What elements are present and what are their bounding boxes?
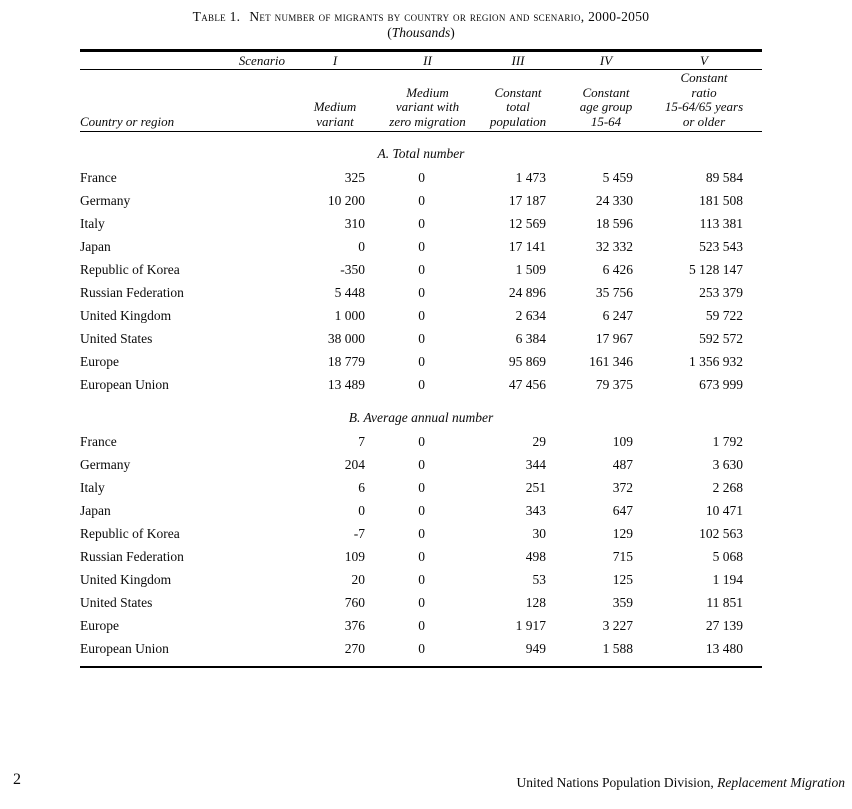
value-cell: 5 459 [602,170,633,185]
value-cell: 0 [418,503,425,518]
country-label: European Union [80,377,169,392]
column-description-line: Constant [680,70,728,85]
scenario-numeral: I [332,53,338,68]
section-heading: B. Average annual number [348,410,494,425]
value-cell: 95 869 [508,354,546,369]
value-cell: 1 509 [515,262,546,277]
subtitle-word: Thousands [391,25,451,40]
table-row [80,614,762,637]
country-label: United Kingdom [80,308,172,323]
country-label: France [80,170,117,185]
value-cell: 1 356 932 [689,354,743,369]
value-cell: 128 [525,595,546,610]
value-cell: 2 634 [515,308,546,323]
table-row [80,166,762,189]
column-description-line: zero migration [389,113,466,129]
value-cell: 161 346 [589,354,633,369]
table-row [80,350,762,373]
country-label: Republic of Korea [80,262,180,277]
table-row [80,304,762,327]
country-label: Japan [80,239,111,254]
value-cell: 270 [344,641,365,656]
value-cell: 2 268 [712,480,743,495]
table-row [80,545,762,568]
column-description-line: 15-64 [590,113,622,129]
value-cell: 27 139 [705,618,743,633]
value-cell: 498 [525,549,546,564]
value-cell: 38 000 [327,331,365,346]
country-label: Russian Federation [80,285,184,300]
scenario-numeral: V [700,53,708,68]
value-cell: 715 [612,549,633,564]
value-cell: 0 [358,239,365,254]
value-cell: 0 [418,285,425,300]
page-number: 2 [13,771,21,788]
value-cell: 18 596 [595,216,633,231]
table-row [80,476,762,499]
value-cell: 20 [351,572,365,587]
value-cell: -7 [353,526,365,541]
value-cell: 13 480 [705,641,743,656]
value-cell: 125 [612,572,633,587]
country-label: European Union [80,641,169,656]
value-cell: 53 [532,572,546,587]
value-cell: 344 [525,457,546,472]
column-header-row [80,70,762,131]
value-cell: 0 [418,618,425,633]
footer-report-title: Replacement Migration [717,775,845,790]
country-label: Germany [80,457,131,472]
corner-label: Country or region [80,113,175,129]
value-cell: 310 [344,216,365,231]
value-cell: 6 [358,480,365,495]
value-cell: 29 [532,434,546,449]
country-label: Russian Federation [80,549,184,564]
column-description [385,86,470,130]
table-number-label: Table 1. [192,9,241,24]
value-cell: 1 000 [334,308,365,323]
column-description-line: 15-64/65 years [664,99,744,114]
value-cell: 7 [358,434,365,449]
column-description-line: population [489,113,547,129]
scenario-numeral: II [423,53,432,68]
table-container [80,8,762,668]
value-cell: 343 [525,503,546,518]
value-cell: 0 [418,262,425,277]
value-cell: 5 128 147 [689,262,743,277]
value-cell: 1 194 [712,572,743,587]
table-row [80,430,762,453]
country-label: United Kingdom [80,572,172,587]
table-row [80,327,762,350]
value-cell: 0 [418,331,425,346]
table-row [80,568,762,591]
table-body [80,144,762,660]
value-cell: 109 [612,434,633,449]
table-row [80,499,762,522]
value-cell: 949 [525,641,546,656]
value-cell: 325 [344,170,365,185]
value-cell: 13 489 [327,377,365,392]
value-cell: 47 456 [508,377,546,392]
value-cell: 35 756 [595,285,633,300]
table-row [80,235,762,258]
value-cell: 109 [344,549,365,564]
column-description [646,71,762,129]
value-cell: 3 227 [602,618,633,633]
value-cell: 523 543 [699,239,743,254]
value-cell: 59 722 [705,308,743,323]
value-cell: 24 330 [595,193,633,208]
value-cell: 647 [612,503,633,518]
subtitle-paren-open: ( [387,25,392,40]
value-cell: 3 630 [712,457,743,472]
value-cell: 0 [418,572,425,587]
value-cell: -350 [340,262,365,277]
value-cell: 376 [344,618,365,633]
value-cell: 0 [418,239,425,254]
country-label: Italy [80,216,105,231]
value-cell: 0 [418,377,425,392]
value-cell: 0 [418,526,425,541]
value-cell: 487 [612,457,633,472]
value-cell: 592 572 [699,331,743,346]
footer-running-title [517,774,845,792]
value-cell: 204 [344,457,365,472]
column-description [285,100,385,129]
table-row [80,637,762,660]
table-row [80,258,762,281]
column-description-line: Medium [406,84,449,100]
value-cell: 30 [532,526,546,541]
table-row [80,189,762,212]
scenario-label: Scenario [238,53,285,68]
value-cell: 5 068 [712,549,743,564]
table-row [80,453,762,476]
value-cell: 760 [344,595,365,610]
subtitle-paren-close: ) [450,25,455,40]
value-cell: 6 384 [515,331,546,346]
value-cell: 0 [418,170,425,185]
value-cell: 1 792 [712,434,743,449]
country-label: Republic of Korea [80,526,180,541]
country-label: United States [80,331,153,346]
section-heading: A. Total number [377,146,465,161]
value-cell: 129 [612,526,633,541]
header-underline-rule [80,131,762,132]
value-cell: 32 332 [595,239,633,254]
value-cell: 6 247 [602,308,633,323]
value-cell: 372 [612,480,633,495]
country-label: Japan [80,503,111,518]
country-label: France [80,434,117,449]
column-description-line: Constant [494,84,542,100]
value-cell: 1 473 [515,170,546,185]
value-cell: 359 [612,595,633,610]
value-cell: 5 448 [334,285,365,300]
table-row [80,591,762,614]
country-label: Germany [80,193,131,208]
column-description-line: Medium [313,99,357,114]
column-description-line: total [506,99,530,114]
value-cell: 11 851 [706,595,743,610]
column-description-line: age group [579,99,633,114]
value-cell: 0 [418,480,425,495]
scenario-numeral: III [511,53,525,68]
value-cell: 0 [358,503,365,518]
value-cell: 24 896 [508,285,546,300]
table-row [80,281,762,304]
value-cell: 251 [525,480,546,495]
country-label: Europe [80,354,119,369]
value-cell: 10 471 [705,503,743,518]
table-title [80,8,762,25]
value-cell: 18 779 [327,354,365,369]
column-description-line: Constant [582,84,630,100]
value-cell: 79 375 [595,377,633,392]
table-row [80,373,762,396]
value-cell: 102 563 [699,526,743,541]
table-row [80,212,762,235]
value-cell: 181 508 [699,193,743,208]
value-cell: 0 [418,434,425,449]
column-description-line: or older [682,113,726,129]
value-cell: 0 [418,354,425,369]
value-cell: 89 584 [705,170,743,185]
value-cell: 0 [418,216,425,231]
value-cell: 0 [418,457,425,472]
value-cell: 12 569 [508,216,546,231]
value-cell: 253 379 [699,285,743,300]
value-cell: 1 917 [515,618,546,633]
column-description-line: variant with [395,99,460,114]
table-row [80,522,762,545]
column-description-line: variant [316,113,354,129]
value-cell: 17 187 [508,193,546,208]
value-cell: 1 588 [602,641,633,656]
country-label: Italy [80,480,105,495]
value-cell: 0 [418,193,425,208]
scenario-numeral: IV [599,53,613,68]
value-cell: 0 [418,308,425,323]
value-cell: 17 967 [595,331,633,346]
value-cell: 0 [418,641,425,656]
value-cell: 113 381 [699,216,743,231]
country-label: United States [80,595,153,610]
column-description [566,86,646,130]
table-title-text: Net number of migrants by country or region and scenario, 2000-2050 [249,9,650,24]
column-description [470,86,566,130]
value-cell: 0 [418,549,425,564]
value-cell: 0 [418,595,425,610]
value-cell: 17 141 [508,239,546,254]
table-subtitle [80,25,762,41]
country-label: Europe [80,618,119,633]
footer-org-text: United Nations Population Division, [516,775,718,790]
value-cell: 6 426 [602,262,633,277]
value-cell: 10 200 [327,193,365,208]
bottom-rule [80,666,762,668]
value-cell: 673 999 [699,377,743,392]
column-description-line: ratio [691,84,717,100]
scenario-row [80,52,762,69]
